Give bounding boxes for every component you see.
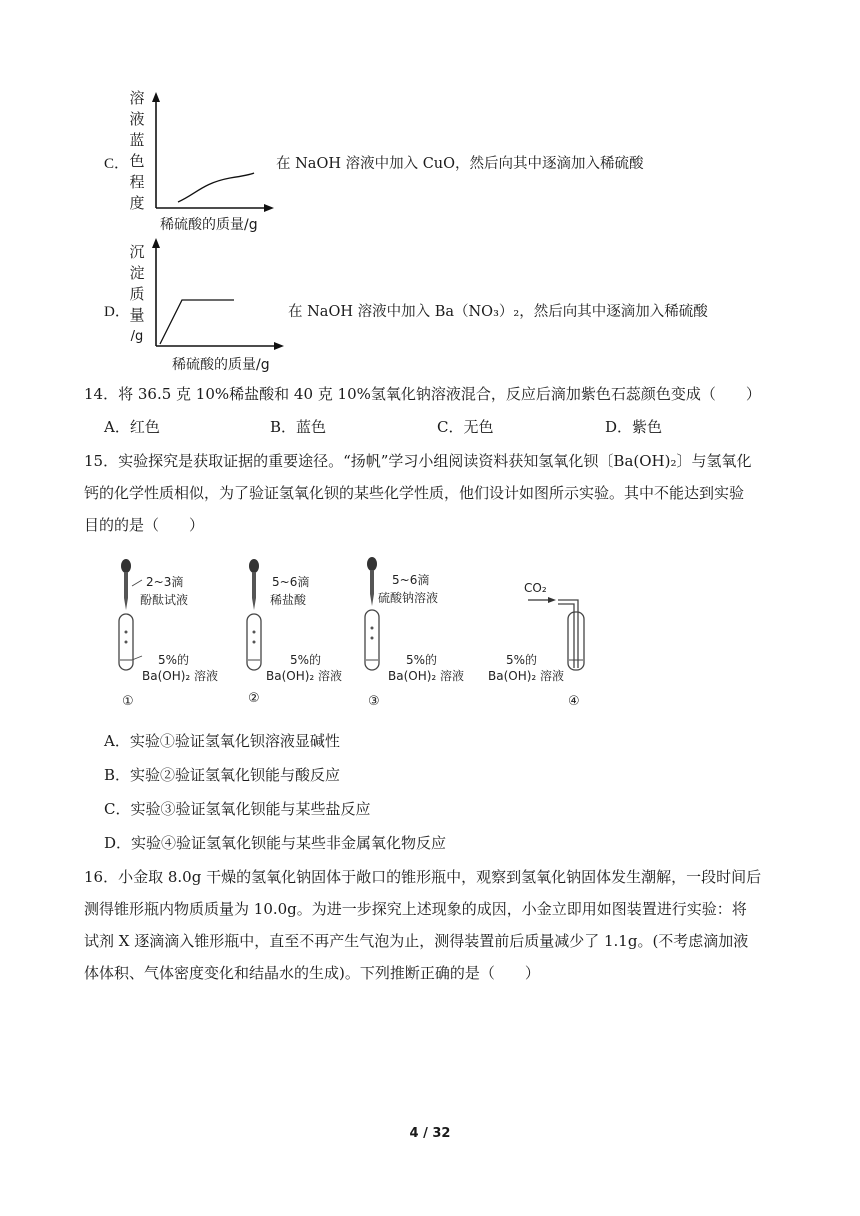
y-axis-char: 蓝 (129, 131, 145, 149)
q14-text: 14．将 36.5 克 10%稀盐酸和 40 克 10%氢氧化钠溶液混合，反应后滴加紫色石蕊颜色变成（ ） (84, 385, 761, 403)
option-c-x-axis-label: 稀硫酸的质量/g (160, 217, 258, 233)
curve (160, 300, 234, 344)
option-d-x-axis-label: 稀硫酸的质量/g (172, 357, 270, 373)
y-axis-char: 溶 (129, 89, 145, 107)
q15-line-1: 15．实验探究是获取证据的重要途径。“扬帆”学习小组阅读资料获知氢氧化钡〔Ba(OH)₂〕与氢氧化 (84, 452, 752, 470)
test-tube (365, 610, 379, 670)
q14-choice-a: A．红色 (104, 418, 160, 436)
dropper-tube (252, 572, 256, 598)
y-axis-char: 液 (129, 110, 145, 128)
experiment-2 (247, 559, 342, 706)
solution-name: Ba(OH)₂ 溶液 (388, 669, 465, 683)
q15-choice-b: B．实验②验证氢氧化钡能与酸反应 (104, 766, 341, 784)
y-axis-arrow (152, 92, 160, 102)
q16-line-1: 16．小金取 8.0g 干燥的氢氧化钠固体于敞口的锥形瓶中，观察到氢氧化钠固体发生潮解，一段时间后 (84, 868, 762, 886)
page-number: 4 / 32 (409, 1126, 451, 1141)
q15-line-3: 目的的是（ ） (84, 516, 205, 534)
dropper-tube (124, 572, 128, 598)
solution-pct: 5%的 (158, 653, 190, 667)
solution-name: Ba(OH)₂ 溶液 (142, 669, 219, 683)
y-axis-char: 沉 (129, 243, 145, 261)
y-axis-unit: /g (130, 329, 144, 344)
exp2-reagent-bottom: 稀盐酸 (270, 593, 307, 607)
marker-2: ② (248, 691, 260, 706)
q16-line-2: 测得锥形瓶内物质质量为 10.0g。为进一步探究上述现象的成因，小金立即用如图装置进行实验：将 (84, 900, 747, 918)
q15-choice-c: C．实验③验证氢氧化钡能与某些盐反应 (104, 800, 371, 818)
q14-choice-b: B．蓝色 (270, 418, 327, 436)
x-axis-arrow (264, 204, 274, 212)
q14-choice-c: C．无色 (437, 418, 494, 436)
y-axis-char: 度 (129, 194, 145, 212)
y-axis-char: 程 (129, 173, 145, 191)
y-axis-arrow (152, 238, 160, 248)
dropper-bulb (367, 557, 377, 571)
solution-pct: 5%的 (406, 653, 438, 667)
q15-choice-a: A．实验①验证氢氧化钡溶液显碱性 (104, 732, 340, 750)
experiment-3 (365, 557, 464, 709)
q16-line-3: 试剂 X 逐滴滴入锥形瓶中，直至不再产生气泡为止，测得装置前后质量减少了 1.1g。(不考虑滴加液 (84, 932, 749, 950)
exp1-reagent-top: 2~3滴 (146, 575, 184, 589)
exp1-reagent-bottom: 酚酞试液 (140, 593, 189, 607)
test-tube (568, 612, 584, 670)
option-c-label: C． (104, 156, 130, 172)
option-d-y-axis-label (128, 242, 146, 347)
q15-line-2: 钙的化学性质相似，为了验证氢氧化钡的某些化学性质，他们设计如图所示实验。其中不能达到实验 (84, 484, 745, 502)
solution-name: Ba(OH)₂ 溶液 (488, 669, 565, 683)
exp2-reagent-top: 5~6滴 (272, 575, 310, 589)
q14-choice-d: D．紫色 (605, 418, 663, 436)
solution-pct: 5%的 (290, 653, 322, 667)
marker-4: ④ (568, 694, 580, 709)
dropper-bulb (249, 559, 259, 573)
option-d-graph (148, 236, 288, 360)
marker-3: ③ (368, 694, 380, 709)
experiment-1 (119, 559, 218, 709)
dropper-bulb (121, 559, 131, 573)
option-d-description: 在 NaOH 溶液中加入 Ba（NO₃）₂，然后向其中逐滴加入稀硫酸 (288, 304, 708, 320)
q16-line-4: 体体积、气体密度变化和结晶水的生成)。下列推断正确的是（ ） (84, 964, 540, 982)
option-c-description: 在 NaOH 溶液中加入 CuO，然后向其中逐滴加入稀硫酸 (276, 156, 644, 172)
exp3-reagent-top: 5~6滴 (392, 573, 430, 587)
y-axis-char: 量 (129, 306, 145, 324)
experiment-4 (488, 581, 584, 709)
option-d-label: D． (104, 304, 130, 320)
dropper-tube (370, 570, 374, 594)
exp3-reagent-bottom: 硫酸钠溶液 (378, 591, 439, 605)
q15-experiment-figure (100, 552, 620, 716)
curve (178, 173, 254, 202)
marker-1: ① (122, 694, 134, 709)
solution-name: Ba(OH)₂ 溶液 (266, 669, 343, 683)
solution-pct: 5%的 (506, 653, 538, 667)
y-axis-char: 质 (129, 285, 145, 303)
exp4-gas: CO₂ (524, 581, 547, 595)
q15-choice-d: D．实验④验证氢氧化钡能与某些非金属氧化物反应 (104, 834, 447, 852)
y-axis-char: 淀 (129, 264, 145, 282)
option-c-y-axis-label (128, 88, 146, 214)
y-axis-char: 色 (129, 152, 145, 170)
x-axis-arrow (274, 342, 284, 350)
